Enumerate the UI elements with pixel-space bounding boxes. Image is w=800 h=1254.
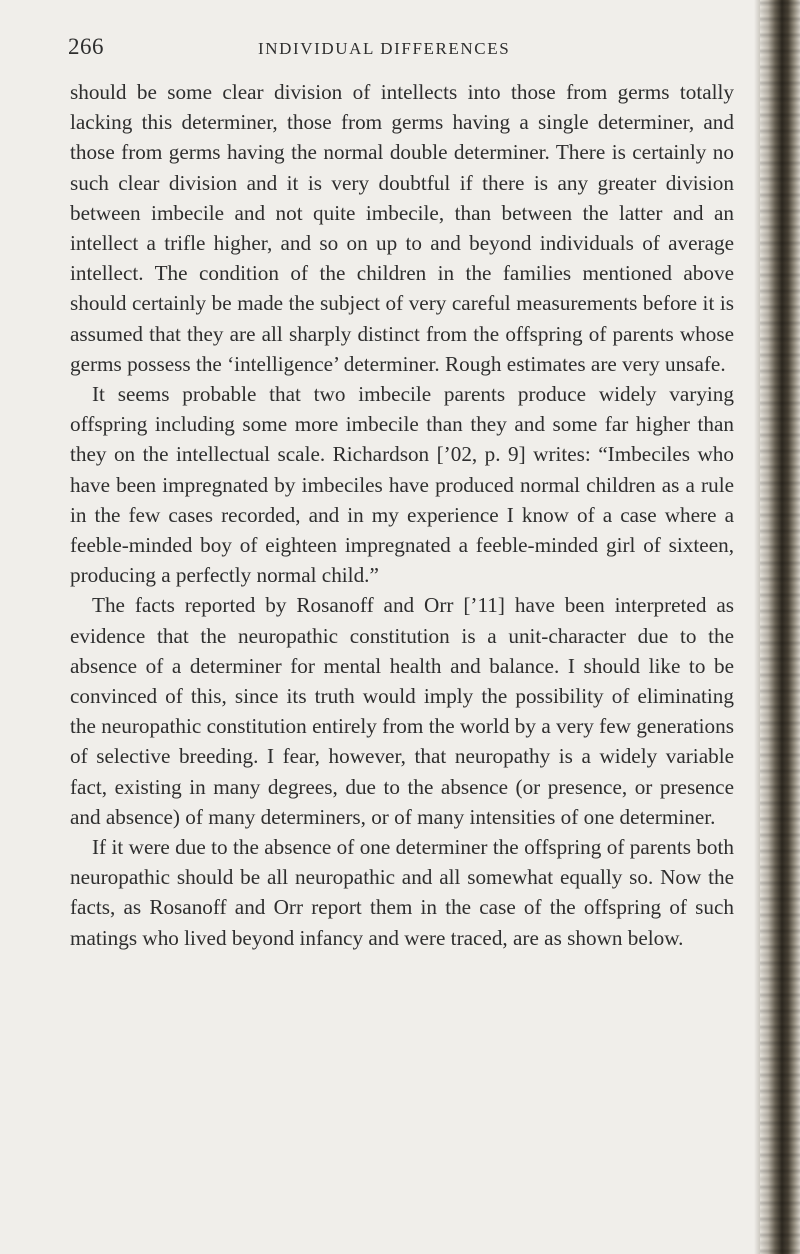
paragraph-1: should be some clear division of intellects into those from germs totally lacking this determiner, those from germs having a single determiner, and those from germs having the normal double determiner. There is certainly no such clear division and it is very doubtful if there is any greater division between imbecile and not quite imbecile, than between the latter and an intellect a trifle higher, and so on up to and beyond individuals of average intellect. The condition of the children in the families mentioned above should certainly be made the subject of very careful measurements before it is assumed that they are all sharply distinct from the offspring of parents whose germs possess the ‘intelligence’ determiner. Rough estimates are very unsafe. [70,80,734,376]
body-text [70,77,734,953]
book-spine-edge [760,0,800,1254]
page-header [68,34,740,62]
paragraph-4: If it were due to the absence of one determiner the offspring of parents both neuropathic should be all neuropathic and all somewhat equally so. Now the facts, as Rosanoff and Orr report them in the case of the offspring of such matings who lived beyond infancy and were traced, are as shown below. [70,835,734,950]
page-number: 266 [68,34,104,59]
running-head: INDIVIDUAL DIFFERENCES [258,39,511,58]
paragraph-2: It seems probable that two imbecile parents produce widely varying offspring including some more imbecile than they and some far higher than they on the intellectual scale. Richardson [’02, p. 9] writes: “Imbeciles who have been impregnated by imbeciles have produced normal children as a rule in the few cases recorded, and in my experience I know of a case where a feeble-minded boy of eighteen impregnated a feeble-minded girl of sixteen, producing a perfectly normal child.” [70,382,734,588]
paragraph-3: The facts reported by Rosanoff and Orr [’11] have been interpreted as evidence that the neuropathic constitution is a unit-character due to the absence of a determiner for mental health and balance. I should like to be convinced of this, since its truth would imply the possibility of eliminating the neuropathic constitution entirely from the world by a very few generations of selective breeding. I fear, however, that neuropathy is a widely variable fact, existing in many degrees, due to the absence (or presence, or presence and absence) of many determiners, or of many intensities of one determiner. [70,593,734,829]
